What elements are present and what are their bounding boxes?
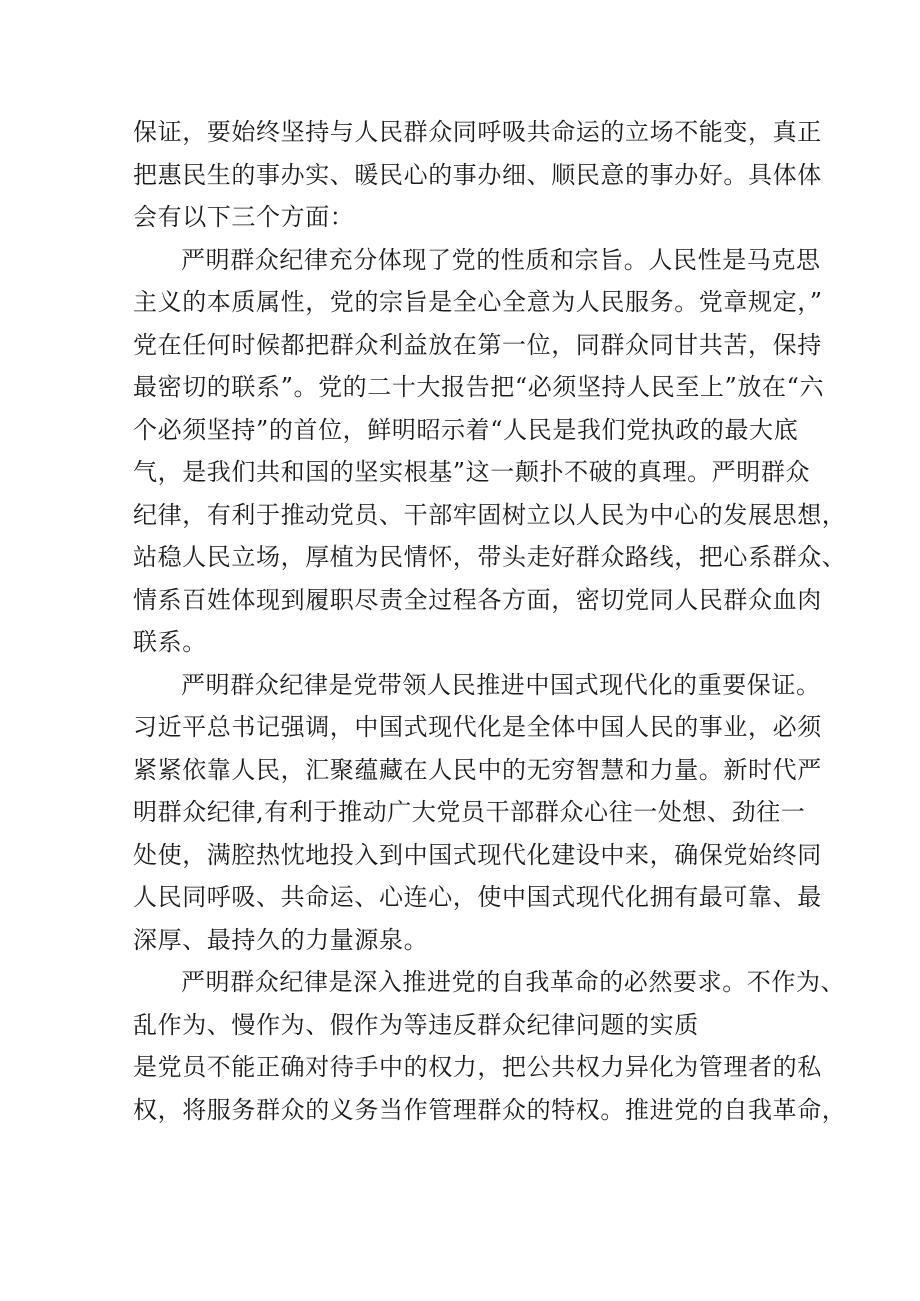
text-line: 紧紧依靠人民，汇聚蕴藏在人民中的无穷智慧和力量。新时代严 (133, 755, 822, 784)
text-line: 明群众纪律,有利于推动广大党员干部群众心往一处想、劲往一 (133, 798, 806, 826)
text-line: 深厚、最持久的力量源泉。 (133, 925, 429, 954)
text-line: 情系百姓体现到履职尽责全过程各方面，密切党同人民群众血肉 (133, 585, 822, 614)
text-line: 最密切的联系”。党的二十大报告把“必须坚持人民至上”放在“六 (133, 373, 825, 401)
paragraph-first-line: 严明群众纪律充分体现了党的性质和宗旨。人民性是马克思 (181, 245, 821, 274)
text-line: 人民同呼吸、共命运、心连心，使中国式现代化拥有最可靠、最 (133, 883, 822, 911)
text-line: 保证，要始终坚持与人民群众同呼吸共命运的立场不能变，真正 (133, 118, 822, 146)
text-line: 纪律，有利于推动党员、干部牢固树立以人民为中心的发展思想， (133, 500, 847, 529)
text-line: 处使，满腔热忱地投入到中国式现代化建设中来，确保党始终同 (133, 840, 822, 869)
body-text (133, 112, 846, 1130)
text-line: 主义的本质属性，党的宗旨是全心全意为人民服务。党章规定，” (133, 288, 823, 316)
text-line: 站稳人民立场，厚植为民情怀，带头走好群众路线，把心系群众、 (133, 543, 847, 571)
text-line: 把惠民生的事办实、暖民心的事办细、顺民意的事办好。具体体 (133, 160, 822, 189)
text-line: 个必须坚持”的首位，鲜明昭示着“人民是我们党执政的最大底 (133, 415, 799, 444)
text-line: 党在任何时候都把群众利益放在第一位，同群众同甘共苦，保持 (133, 330, 822, 359)
text-line: 乱作为、慢作为、假作为等违反群众纪律问题的实质 (133, 1010, 699, 1039)
text-line: 联系。 (133, 628, 207, 656)
paragraph-first-line: 严明群众纪律是党带领人民推进中国式现代化的重要保证。 (181, 670, 821, 699)
text-line: 会有以下三个方面： (133, 203, 355, 231)
text-line: 气，是我们共和国的坚实根基”这一颠扑不破的真理。严明群众 (133, 458, 811, 486)
paragraph-first-line: 严明群众纪律是深入推进党的自我革命的必然要求。不作为、 (181, 968, 846, 996)
text-line: 习近平总书记强调，中国式现代化是全体中国人民的事业，必须 (133, 713, 822, 741)
text-line: 是党员不能正确对待手中的权力，把公共权力异化为管理者的私 (133, 1053, 822, 1081)
text-line: 权，将服务群众的义务当作管理群众的特权。推进党的自我革命， (133, 1095, 847, 1124)
